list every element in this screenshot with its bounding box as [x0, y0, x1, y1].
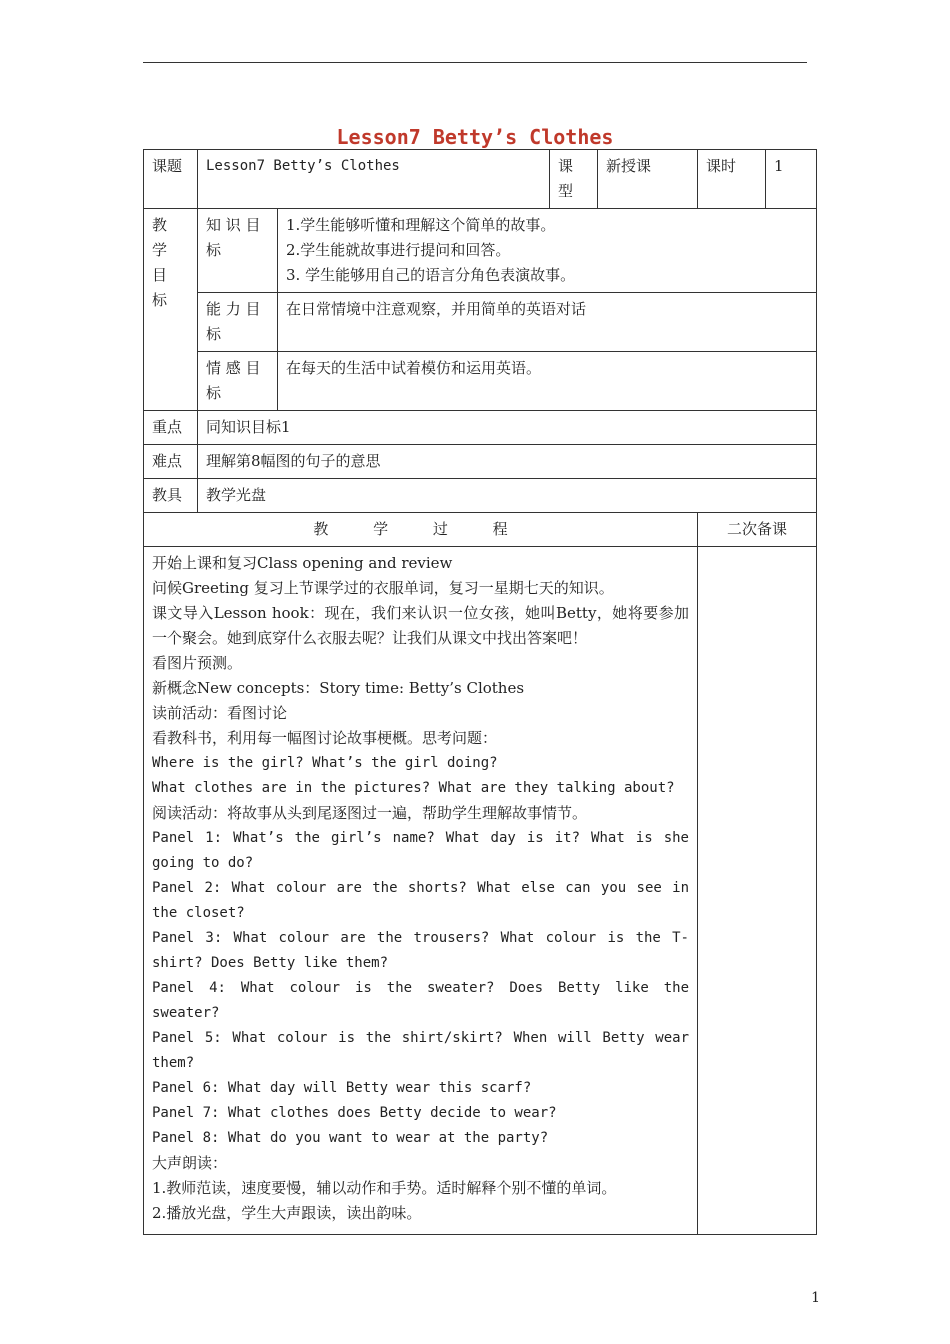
key-points-row: [144, 411, 817, 445]
emotion-objective-row: [144, 352, 817, 411]
process-line: Where is the girl? What’s the girl doing?: [152, 755, 498, 771]
period-value: 1: [766, 150, 817, 209]
process-line: What clothes are in the pictures? What are they talking about?: [152, 780, 675, 796]
process-header-label: 教 学 过 程: [313, 520, 528, 538]
process-header-row: [144, 513, 817, 547]
knowledge-item: 1.学生能够听懂和理解这个简单的故事。: [286, 216, 556, 234]
second-prep-label: 二次备课: [698, 513, 817, 547]
knowledge-objective-items: [278, 209, 817, 293]
process-line: 1.教师范读，速度要慢，辅以动作和手势。适时解释个别不懂的单词。: [152, 1179, 617, 1197]
tools-value: 教学光盘: [198, 479, 817, 513]
process-line: 阅读活动：将故事从头到尾逐图过一遍，帮助学生理解故事情节。: [152, 804, 588, 822]
process-line: Panel 4: What colour is the sweater? Does Betty like the sweater?: [152, 980, 689, 1021]
emotion-objective-text: 在每天的生活中试着模仿和运用英语。: [278, 352, 817, 411]
knowledge-objective-row: [144, 209, 817, 293]
second-prep-notes: [698, 547, 817, 1235]
process-line: 新概念New concepts：Story time: Betty’s Clothes: [152, 679, 525, 697]
document-title: Lesson7 Betty’s Clothes: [336, 125, 614, 149]
emotion-objective-label: 情 感 目 标: [198, 352, 278, 411]
process-line: 读前活动：看图讨论: [152, 704, 288, 722]
process-content: [144, 547, 698, 1235]
objectives-label: 教 学 目 标: [144, 209, 198, 411]
lesson-plan-table: [143, 149, 817, 1235]
type-value: 新授课: [598, 150, 698, 209]
process-line: Panel 1: What’s the girl’s name? What day is it? What is she going to do?: [152, 830, 689, 871]
process-line: 问候Greeting 复习上节课学过的衣服单词，复习一星期七天的知识。: [152, 579, 614, 597]
topic-value: Lesson7 Betty’s Clothes: [198, 150, 550, 209]
process-line: Panel 8: What do you want to wear at the party?: [152, 1130, 549, 1146]
difficulties-row: [144, 445, 817, 479]
header-rule: [143, 62, 807, 63]
process-line: Panel 2: What colour are the shorts? What else can you see in the closet?: [152, 880, 689, 921]
process-header: [144, 513, 698, 547]
period-label: 课时: [698, 150, 766, 209]
difficulties-label: 难点: [144, 445, 198, 479]
difficulties-value: 理解第8幅图的句子的意思: [198, 445, 817, 479]
process-line: Panel 5: What colour is the shirt/skirt? When will Betty wear them?: [152, 1030, 689, 1071]
tools-row: [144, 479, 817, 513]
ability-objective-row: [144, 293, 817, 352]
process-content-row: [144, 547, 817, 1235]
process-line: Panel 7: What clothes does Betty decide to wear?: [152, 1105, 557, 1121]
process-line: 课文导入Lesson hook：现在，我们来认识一位女孩，她叫Betty，她将要参加一个聚会。她到底穿什么衣服去呢？让我们从课文中找出答案吧！: [152, 604, 689, 647]
ability-objective-text: 在日常情境中注意观察，并用简单的英语对话: [278, 293, 817, 352]
process-line: 开始上课和复习Class opening and review: [152, 554, 453, 572]
topic-label: 课题: [144, 150, 198, 209]
process-line: 看教科书，利用每一幅图讨论故事梗概。思考问题：: [152, 729, 498, 747]
type-label: 课 型: [550, 150, 598, 209]
process-line: 看图片预测。: [152, 654, 243, 672]
process-line: Panel 6: What day will Betty wear this scarf?: [152, 1080, 532, 1096]
process-line: Panel 3: What colour are the trousers? What colour is the T-shirt? Does Betty like them?: [152, 930, 689, 971]
tools-label: 教具: [144, 479, 198, 513]
process-line: 大声朗读：: [152, 1154, 228, 1172]
key-points-label: 重点: [144, 411, 198, 445]
process-line: 2.播放光盘，学生大声跟读，读出韵味。: [152, 1204, 422, 1222]
page-number: 1: [811, 1290, 820, 1306]
knowledge-objective-label: 知 识 目 标: [198, 209, 278, 293]
key-points-value: 同知识目标1: [198, 411, 817, 445]
knowledge-item: 2.学生能就故事进行提问和回答。: [286, 241, 511, 259]
header-row: [144, 150, 817, 209]
ability-objective-label: 能 力 目 标: [198, 293, 278, 352]
knowledge-item: 3. 学生能够用自己的语言分角色表演故事。: [286, 266, 576, 284]
